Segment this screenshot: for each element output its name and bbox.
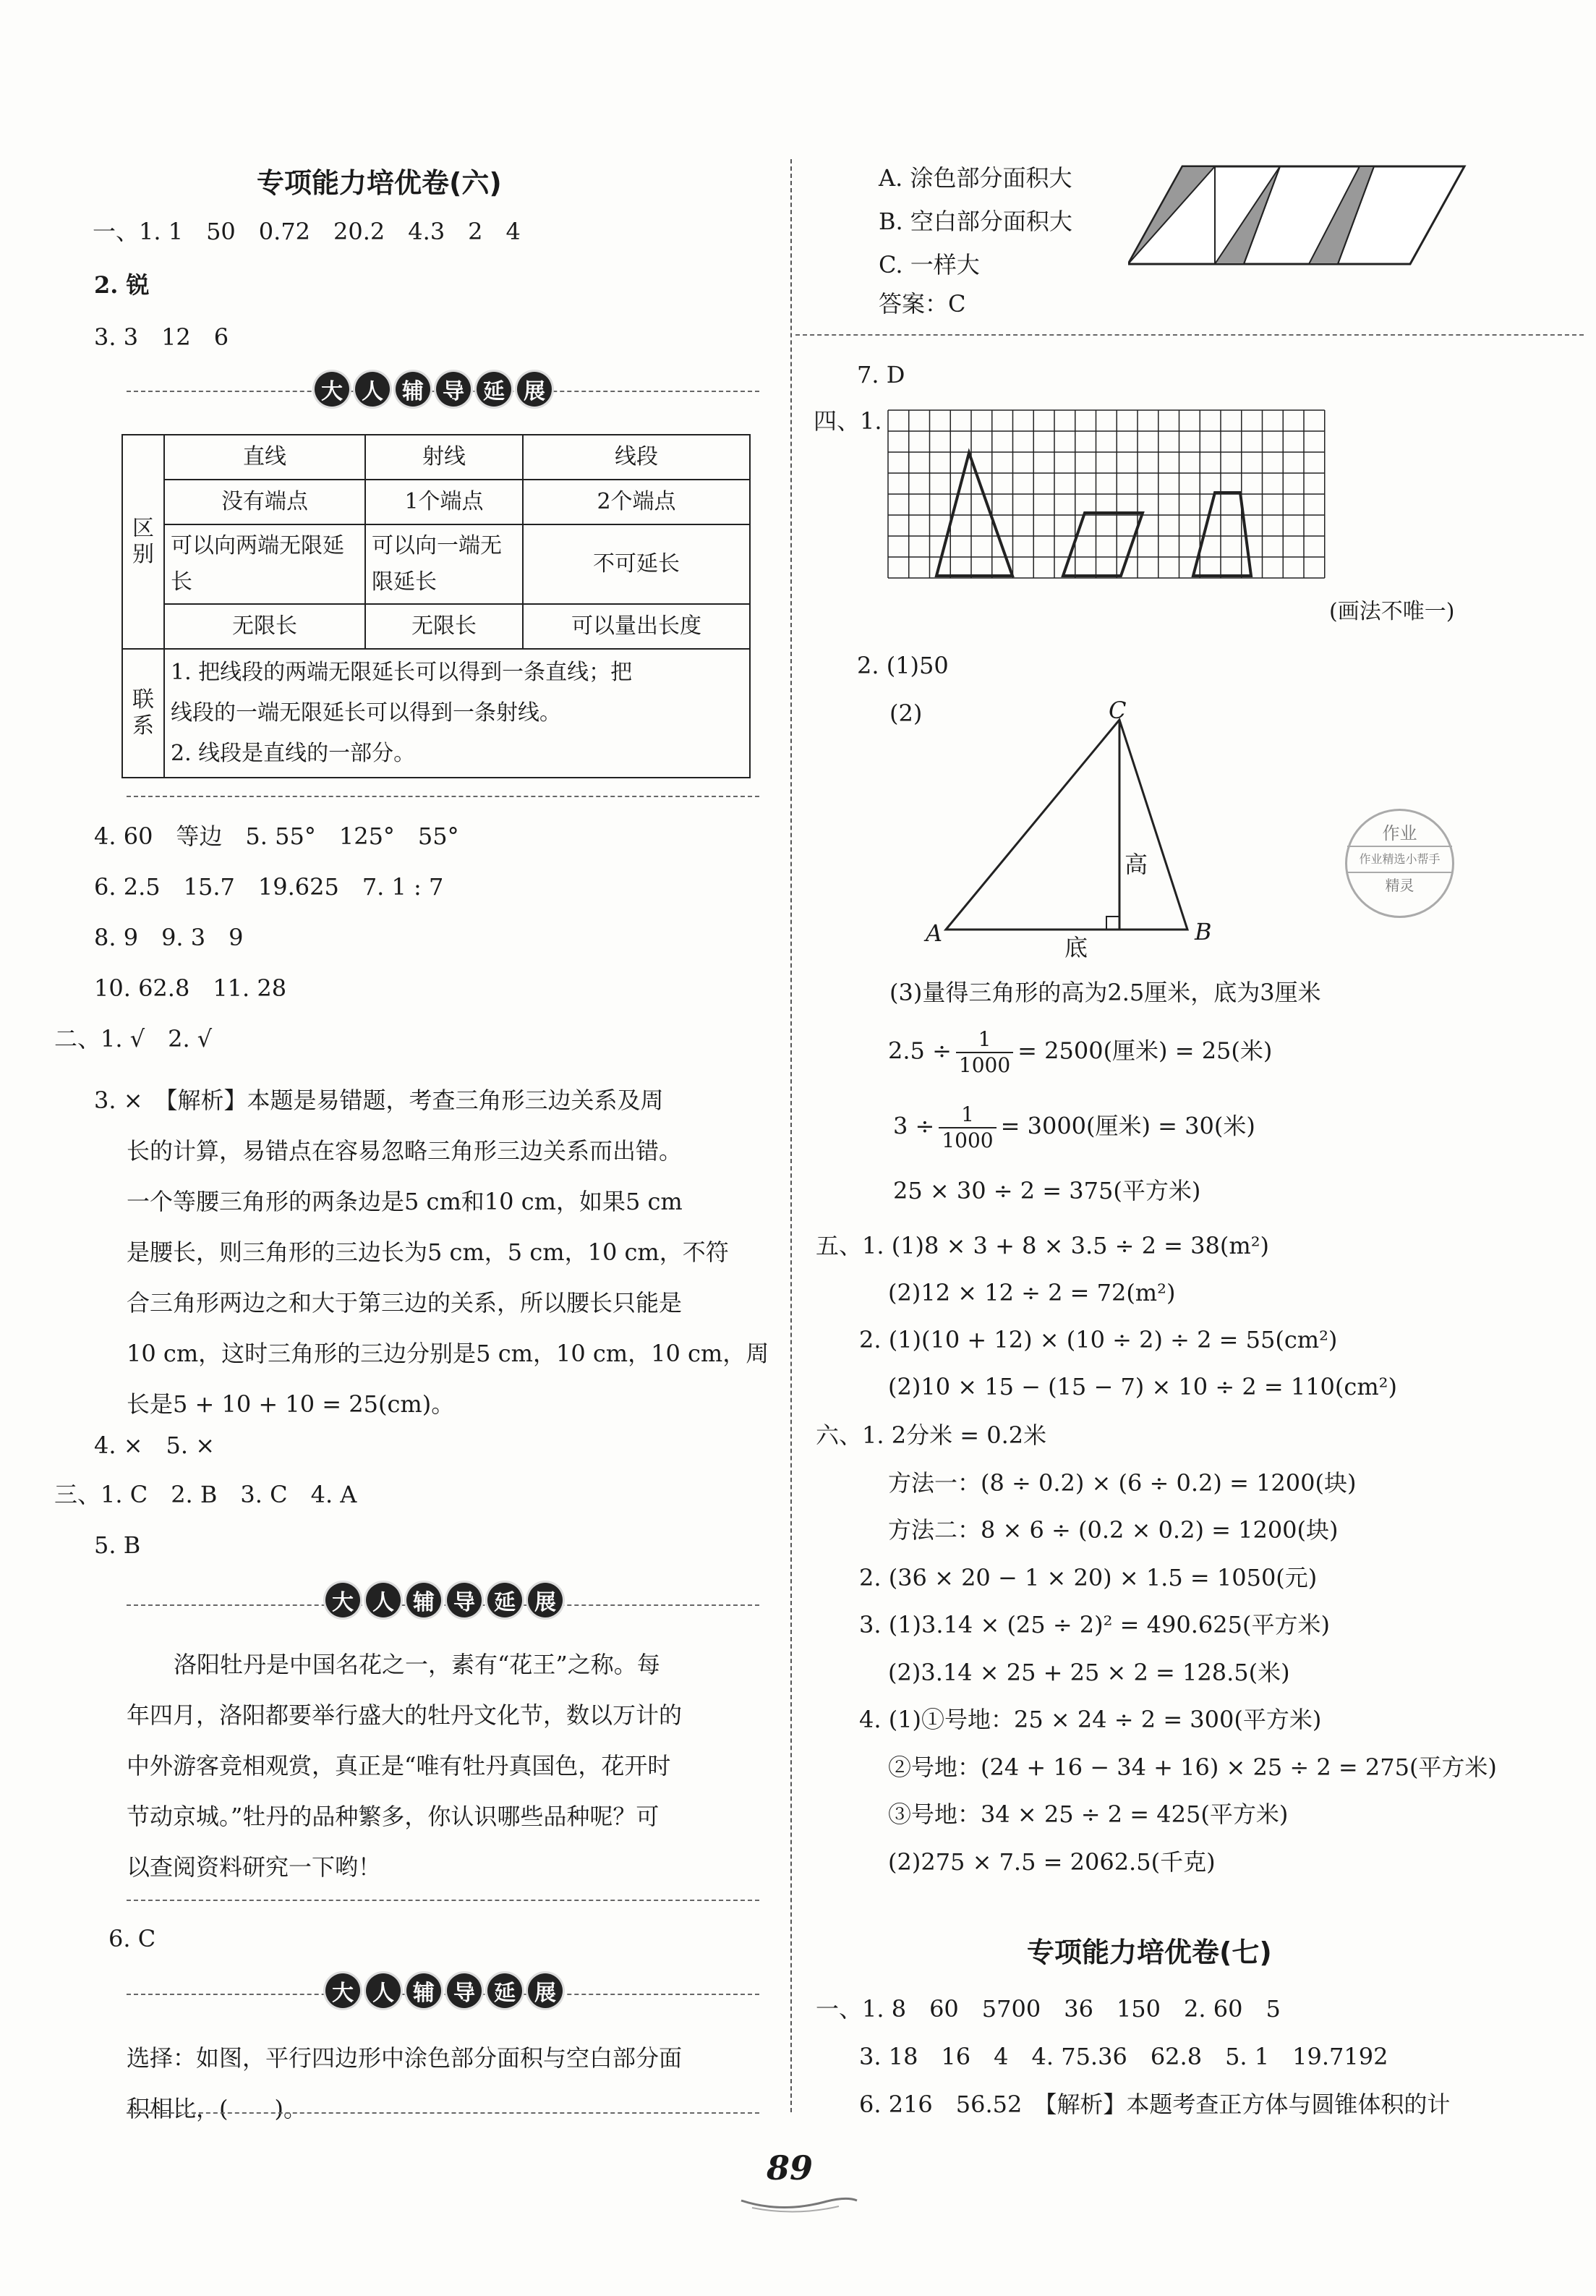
text-line: 3. (1)3.14 × (25 ÷ 2)² = 490.625(平方米) (859, 1611, 1330, 1638)
s3-q1: 三、1. C 2. B 3. C 4. A (54, 1481, 357, 1508)
text-line: 2. (36 × 20 − 1 × 20) × 1.5 = 1050(元) (859, 1563, 1318, 1591)
choice-text (127, 2033, 682, 2134)
text-line: 3. × 【解析】本题是易错题，考查三角形三边关系及周 (94, 1087, 664, 1114)
table-cell: 1个端点 (365, 480, 523, 524)
banner-rule (127, 796, 759, 797)
s2-q4: 4. × 5. × (94, 1432, 215, 1459)
s3-q7: 7. D (857, 361, 905, 388)
table-header: 射线 (365, 435, 523, 480)
label-height: 高 (1125, 851, 1148, 878)
peony-text (127, 1639, 682, 1892)
line-comparison-table (121, 434, 751, 778)
table-header: 直线 (164, 435, 365, 480)
numerator: 1 (956, 1027, 1013, 1053)
text-line: 以查阅资料研究一下哟！ (127, 1853, 382, 1881)
denominator: 1000 (942, 1128, 994, 1152)
text-line: 10 cm，这时三角形的三边分别是5 cm，10 cm，10 cm，周 (127, 1340, 769, 1367)
eq-text: = 2500(厘米) = 25(米) (1017, 1037, 1273, 1065)
parallelogram-figure (1128, 159, 1468, 268)
text-line: (2)12 × 12 ÷ 2 = 72(m²) (888, 1279, 1176, 1306)
table-side-label: 联系 (122, 649, 164, 778)
s3-q6: 6. C (108, 1925, 156, 1952)
banner-rule (127, 2112, 759, 2114)
banner-rule (127, 1900, 759, 1901)
stamp-line: 作业精选小帮手 (1347, 846, 1452, 873)
section-6 (816, 1412, 1497, 1886)
option-a: A. 涂色部分面积大 (879, 164, 1072, 192)
text-line: 年四月，洛阳都要举行盛大的牡丹文化节，数以万计的 (127, 1701, 683, 1729)
table-cell: 不可延长 (523, 524, 750, 604)
ext-banner-1: 大 人 辅 导 延 展 (315, 372, 552, 407)
equation-2 (893, 1102, 1255, 1153)
section-title-6: 专项能力培优卷(六) (257, 167, 502, 199)
table-cell: 可以量出长度 (523, 604, 750, 649)
fraction (939, 1102, 996, 1153)
ext-banner-2: 大 人 辅 导 延 展 (325, 1583, 563, 1617)
text-line: 方法一：(8 ÷ 0.2) × (6 ÷ 0.2) = 1200(块) (888, 1468, 1357, 1497)
text-line: 方法二：8 × 6 ÷ (0.2 × 0.2) = 1200(块) (888, 1516, 1339, 1544)
table-cell: 无限长 (365, 604, 523, 649)
text-line: 长是5 + 10 + 10 = 25(cm)。 (127, 1390, 455, 1418)
section-5 (816, 1223, 1397, 1411)
text-line: 4. (1)①号地：25 × 24 ÷ 2 = 300(平方米) (859, 1706, 1322, 1733)
text-line: 中外游客竞相观赏，真正是“唯有牡丹真国色，花开时 (127, 1752, 671, 1780)
text-line: 选择：如图，平行四边形中涂色部分面积与空白部分面 (127, 2044, 683, 2072)
table-cell: 没有端点 (164, 480, 365, 524)
table-cell: 无限长 (164, 604, 365, 649)
s4-q2: 2. (1)50 (857, 652, 949, 679)
text-line: 节动京城。”牡丹的品种繁多，你认识哪些品种呢？可 (127, 1803, 660, 1830)
text-line: 一、1. 8 60 5700 36 150 2. 60 5 (816, 1995, 1281, 2023)
fraction (956, 1027, 1013, 1078)
table-cell: 可以向两端无限延长 (164, 524, 365, 604)
s4-q1: 四、1. (814, 407, 882, 435)
table-link-line: 线段的一端无限延长可以得到一条射线。 (171, 700, 561, 726)
section-title-7: 专项能力培优卷(七) (1027, 1936, 1272, 1968)
table-link-line: 1. 把线段的两端无限延长可以得到一条直线；把 (171, 660, 633, 685)
text-line: 积相比，( )。 (127, 2095, 307, 2122)
choice-options (879, 156, 1072, 286)
s1-q8: 8. 9 9. 3 9 (94, 924, 244, 951)
s1-q2: 2. 锐 (94, 271, 150, 299)
text-line: 六、1. 2分米 = 0.2米 (816, 1421, 1047, 1449)
s4-q2-part2: (2) (889, 700, 923, 727)
text-line: 长的计算，易错点在容易忽略三角形三边关系而出错。 (127, 1137, 683, 1165)
grid-drawing (886, 408, 1327, 583)
stamp-line: 作业 (1382, 823, 1417, 843)
section-rule (795, 334, 1584, 336)
denominator: 1000 (958, 1053, 1011, 1077)
table-side-label: 区别 (122, 435, 164, 649)
vertex-b: B (1195, 918, 1212, 945)
eq-text: 2.5 ÷ (888, 1037, 952, 1065)
s2-q1: 二、1. √ 2. √ (54, 1025, 213, 1053)
text-line: (2)3.14 × 25 + 25 × 2 = 128.5(米) (888, 1658, 1290, 1686)
stamp-line: 精灵 (1385, 877, 1414, 894)
triangle-figure (918, 698, 1222, 951)
page-number-ornament (738, 2192, 861, 2214)
section-7 (816, 1985, 1450, 2128)
text-line: 一个等腰三角形的两条边是5 cm和10 cm，如果5 cm (127, 1188, 683, 1215)
text-line: 洛阳牡丹是中国名花之一，素有“花王”之称。每 (174, 1651, 660, 1678)
label-base: 底 (1064, 934, 1088, 961)
table-cell: 可以向一端无限延长 (365, 524, 523, 604)
vertex-c: C (1109, 697, 1127, 724)
option-c: C. 一样大 (879, 251, 980, 279)
table-cell: 2个端点 (523, 480, 750, 524)
text-line: 6. 216 56.52 【解析】本题考查正方体与圆锥体积的计 (859, 2091, 1451, 2118)
option-b: B. 空白部分面积大 (879, 208, 1072, 235)
s3-q5: 5. B (94, 1531, 141, 1559)
ext-banner-3: 大 人 辅 导 延 展 (325, 1973, 563, 2008)
choice-answer: 答案：C (879, 290, 966, 318)
watermark-stamp (1345, 809, 1454, 918)
s1-q10: 10. 62.8 11. 28 (94, 974, 287, 1002)
table-link-line: 2. 线段是直线的一部分。 (171, 741, 416, 766)
text-line: 是腰长，则三角形的三边长为5 cm，5 cm，10 cm，不符 (127, 1238, 729, 1266)
text-line: 3. 18 16 4 4. 75.36 62.8 5. 1 19.7192 (859, 2043, 1388, 2070)
s1-q3: 3. 3 12 6 (94, 323, 229, 351)
s1-q1: 一、1. 1 50 0.72 20.2 4.3 2 4 (93, 218, 521, 245)
page-number: 89 (767, 2148, 814, 2187)
text-line: 2. (1)(10 + 12) × (10 ÷ 2) ÷ 2 = 55(cm²) (859, 1326, 1338, 1353)
text-line: ②号地：(24 + 16 − 34 + 16) × 25 ÷ 2 = 275(平方米) (888, 1753, 1497, 1781)
text-line: ③号地：34 × 25 ÷ 2 = 425(平方米) (888, 1800, 1289, 1828)
drawing-note: (画法不唯一) (1329, 599, 1455, 624)
text-line: 合三角形两边之和大于第三边的关系，所以腰长只能是 (127, 1289, 683, 1317)
eq-text: = 3000(厘米) = 30(米) (1000, 1112, 1255, 1140)
numerator: 1 (939, 1102, 996, 1128)
column-divider (790, 159, 792, 2112)
equation-1 (888, 1027, 1272, 1078)
equation-3: 25 × 30 ÷ 2 = 375(平方米) (893, 1177, 1201, 1204)
eq-text: 3 ÷ (893, 1112, 935, 1140)
text-line: (2)10 × 15 − (15 − 7) × 10 ÷ 2 = 110(cm²) (888, 1373, 1397, 1400)
s2-q3-analysis (94, 1075, 769, 1429)
table-header: 线段 (523, 435, 750, 480)
s4-q2-part3: (3)量得三角形的高为2.5厘米，底为3厘米 (889, 979, 1321, 1006)
text-line: 五、1. (1)8 × 3 + 8 × 3.5 ÷ 2 = 38(m²) (816, 1232, 1270, 1259)
vertex-a: A (926, 919, 943, 947)
text-line: (2)275 × 7.5 = 2062.5(千克) (888, 1848, 1216, 1876)
s1-q4: 4. 60 等边 5. 55° 125° 55° (94, 822, 459, 850)
s1-q6: 6. 2.5 15.7 19.625 7. 1 : 7 (94, 873, 444, 901)
